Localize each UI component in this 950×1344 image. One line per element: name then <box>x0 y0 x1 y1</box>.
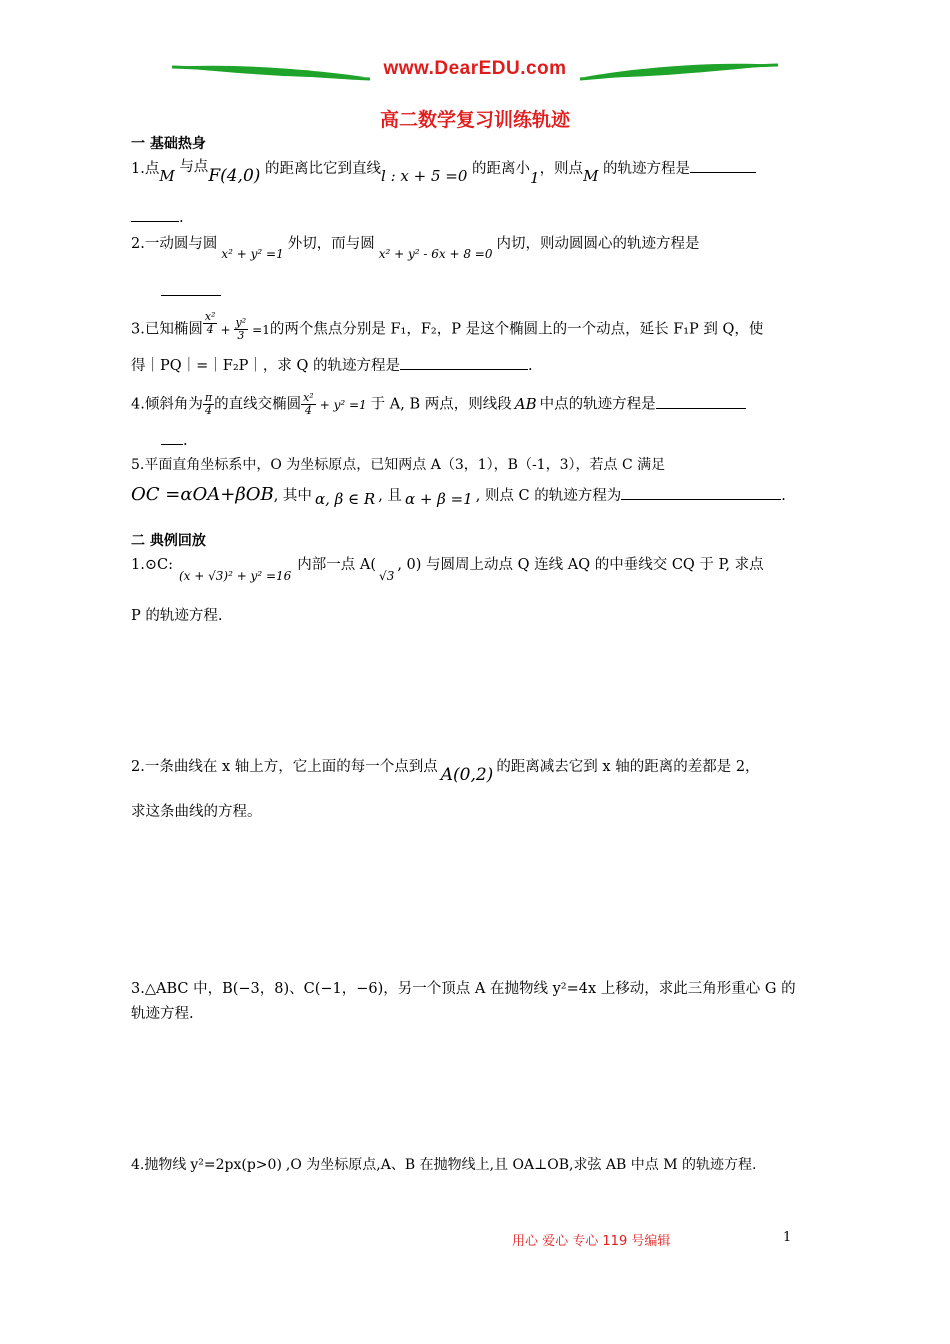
answer-blank <box>400 355 528 370</box>
question-1-2-line-1: 2.一动圆与圆$_{x^2 + y^2 =1}$外切，而与圆$_{x^2 + y^2 - 6x + 8 =0}$内切，则动圆圆心的轨迹方程是 <box>131 236 700 261</box>
question-1-5-line-2: OC =αOA+βOB, 其中 α, β ∈ R , 且 α + β =1 , 则点 C 的轨迹方程为 . <box>131 484 786 508</box>
question-1-1-line-2: . <box>131 207 184 228</box>
footer-editor-note: 用心 爱心 专心 119 号编辑 <box>512 1234 671 1249</box>
answer-blank <box>690 158 756 173</box>
question-1-4-line-1: 4.倾斜角为 $\frac{\pi}{4}$ 的直线交椭圆 $\frac{\text{x²}}{4}$ + y² =1 于 A, B 两点，则线段 AB 中点的轨迹方程是 <box>131 392 746 417</box>
question-2-1-line-1: $1.⊙C:_{(x + √3)^2 + y^2 =16}$内部一点 $A(_{√3}$, 0) 与圆周上动点 Q 连线 AQ 的中垂线交 CQ 于 P, 求点 <box>131 557 764 583</box>
question-2-3-line-2: 轨迹方程. <box>131 1006 194 1022</box>
site-name[interactable]: www.DearEDU.com <box>383 58 567 79</box>
question-2-2-line-1: 2.一条曲线在 x 轴上方，它上面的每一个点到点 A(0,2) 的距离减去它到 x 轴的距离的差都是 2， <box>131 759 760 785</box>
answer-blank <box>656 394 746 409</box>
question-2-4-line-1: 4.抛物线 y²=2px(p>0) ,O 为坐标原点,A、B 在抛物线上,且 OA⊥OB,求弦 AB 中点 M 的轨迹方程. <box>131 1157 757 1173</box>
question-1-1-line-1: 1.点M 与点F(4,0) 的距离比它到直线l : x + 5 =0 的距离小1，则点M 的轨迹方程是 <box>131 158 756 179</box>
question-1-2-line-2 <box>131 281 221 302</box>
page-number: 1 <box>783 1230 792 1245</box>
section-heading-examples: 二 典例回放 <box>131 533 206 549</box>
question-1-3-line-2: 得｜PQ｜=｜F₂P｜，求 Q 的轨迹方程是 . <box>131 355 533 376</box>
question-2-2-line-2: 求这条曲线的方程。 <box>131 804 262 820</box>
question-1-5-line-1: 5.平面直角坐标系中，O 为坐标原点，已知两点 A（3，1），B（-1，3），若点 C 满足 <box>131 457 666 473</box>
section-heading-warmup: 一 基础热身 <box>131 136 206 152</box>
answer-blank <box>161 281 221 296</box>
answer-blank <box>621 485 781 500</box>
document-title: 高二数学复习训练轨迹 <box>379 109 570 131</box>
question-1-3-line-1: 3.已知椭圆 $\frac{\text{x²}}{4}$ + $\frac{\text{y²}}{3}$ =1的两个焦点分别是 F₁，F₂，P 是这个椭圆上的一个动点，延长 F₁P 到 Q，使 <box>131 310 764 342</box>
answer-blank <box>131 207 179 222</box>
question-2-3-line-1: 3.△ABC 中，B(−3，8)、C(−1，−6)，另一个顶点 A 在抛物线 y²=4x 上移动，求此三角形重心 G 的 <box>131 981 796 997</box>
question-1-4-line-2: . <box>131 430 188 451</box>
question-2-1-line-2: P 的轨迹方程. <box>131 608 223 624</box>
answer-blank <box>161 430 183 445</box>
